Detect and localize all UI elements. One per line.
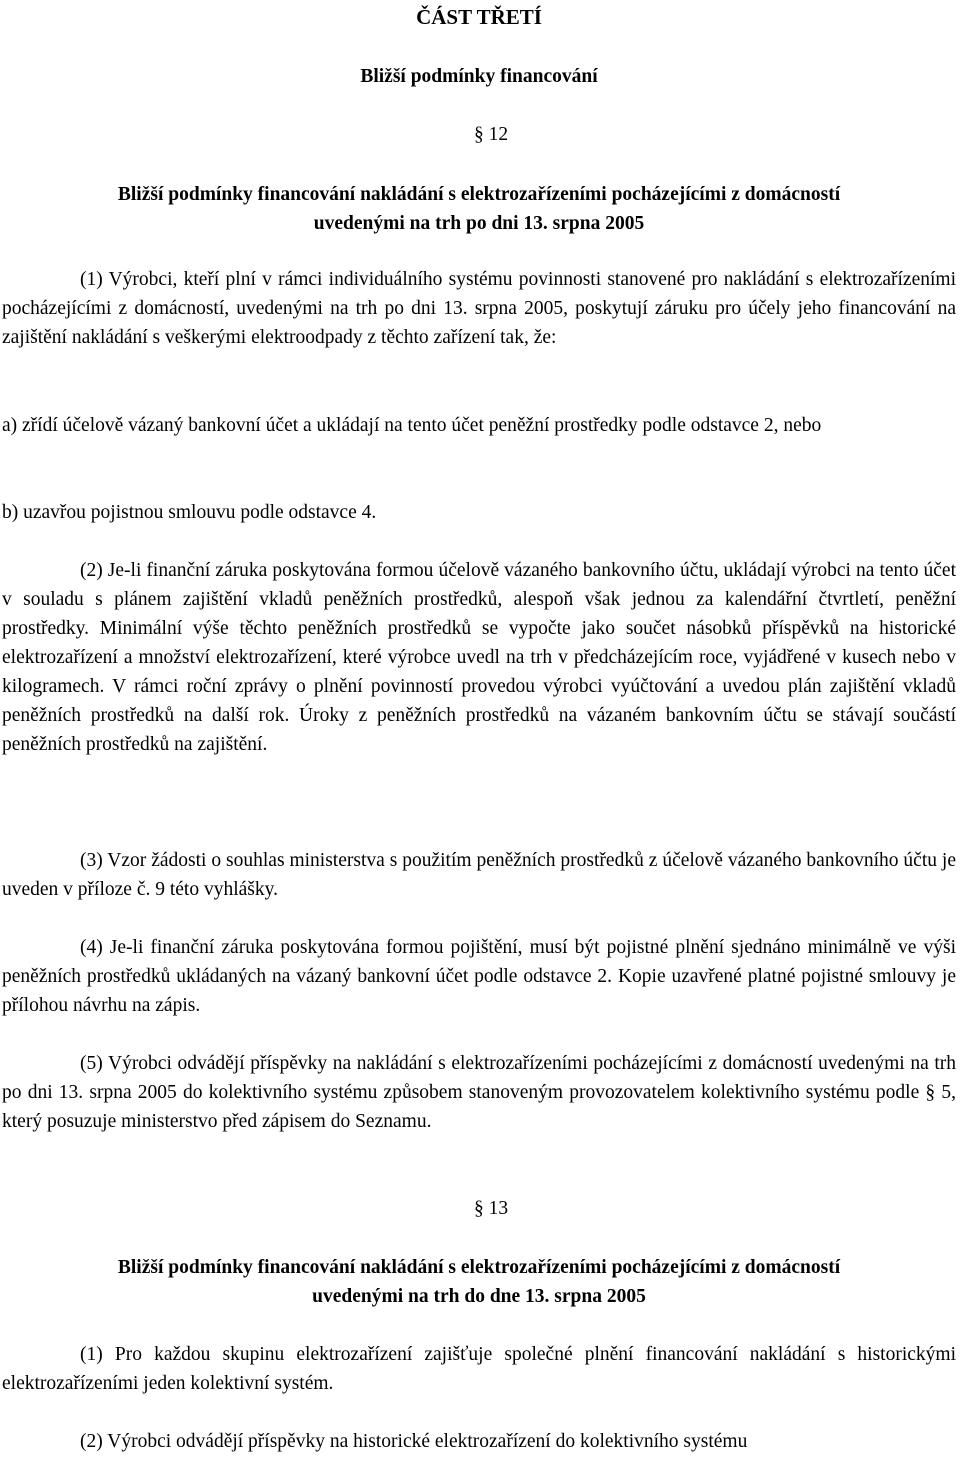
list-item: b) uzavřou pojistnou smlouvu podle odstavce 4. bbox=[2, 502, 377, 523]
paragraph: (5) Výrobci odvádějí příspěvky na nakládání s elektrozařízeními pocházejícími z domácností uvedenými na trh po dni 13. srpna 2005 do kolektivního systému způsobem stanoveným provozovatelem kolektivního systému podle § 5, který posuzuje ministerstvo před zápisem do Seznamu. bbox=[2, 1053, 956, 1132]
part-subtitle: Bližší podmínky financování bbox=[360, 66, 598, 87]
paragraph: (2) Výrobci odvádějí příspěvky na historické elektrozařízení do kolektivního systému bbox=[80, 1431, 748, 1452]
paragraph: (1) Výrobci, kteří plní v rámci individuálního systému povinnosti stanovené pro nakládání s elektrozařízeními pocházejícími z domácností, uvedenými na trh po dni 13. srpna 2005, poskytují záruku pro účely jeho financování na zajištění nakládání s veškerými elektroodpady z těchto zařízení tak, že: bbox=[2, 269, 956, 348]
part-title: ČÁST TŘETÍ bbox=[416, 5, 542, 29]
section-number: § 12 bbox=[473, 124, 509, 145]
section-heading-line2: uvedenými na trh do dne 13. srpna 2005 bbox=[312, 1286, 646, 1307]
paragraph: (1) Pro každou skupinu elektrozařízení zajišťuje společné plnění financování nakládání s historickými elektrozařízeními jeden kolektivní systém. bbox=[2, 1344, 956, 1394]
paragraph: (4) Je-li finanční záruka poskytována formou pojištění, musí být pojistné plnění sjednáno minimálně ve výši peněžních prostředků ukládaných na vázaný bankovní účet podle odstavce 2. Kopie uzavřené platné pojistné smlouvy je přílohou návrhu na zápis. bbox=[2, 937, 956, 1016]
section-heading-line1: Bližší podmínky financování nakládání s elektrozařízeními pocházejícími z domácností bbox=[117, 184, 841, 205]
section-number: § 13 bbox=[473, 1198, 509, 1219]
list-item: a) zřídí účelově vázaný bankovní účet a ukládají na tento účet peněžní prostředky podle odstavce 2, nebo bbox=[2, 415, 822, 436]
section-heading-line2: uvedenými na trh po dni 13. srpna 2005 bbox=[313, 213, 645, 234]
paragraph: (2) Je-li finanční záruka poskytována formou účelově vázaného bankovního účtu, ukládají výrobci na tento účet v souladu s plánem zajištění vkladů peněžních prostředků, alespoň však jednou za kalendářní čtvrtletí, peněžní prostředky. Minimální výše těchto peněžních prostředků se vypočte jako součet násobků příspěvků na historické elektrozařízení a množství elektrozařízení, které výrobce uvedl na trh v předcházejícím roce, vyjádřené v kusech nebo v kilogramech. V rámci roční zprávy o plnění povinností provedou výrobci vyúčtování a uvedou plán zajištění vkladů peněžních prostředků na další rok. Úroky z peněžních prostředků na vázaném bankovním účtu se stávají součástí peněžních prostředků na zajištění. bbox=[2, 560, 956, 755]
paragraph: (3) Vzor žádosti o souhlas ministerstva s použitím peněžních prostředků z účelově vázaného bankovního účtu je uveden v příloze č. 9 této vyhlášky. bbox=[2, 850, 956, 900]
section-heading-line1: Bližší podmínky financování nakládání s elektrozařízeními pocházejícími z domácností bbox=[117, 1257, 841, 1278]
